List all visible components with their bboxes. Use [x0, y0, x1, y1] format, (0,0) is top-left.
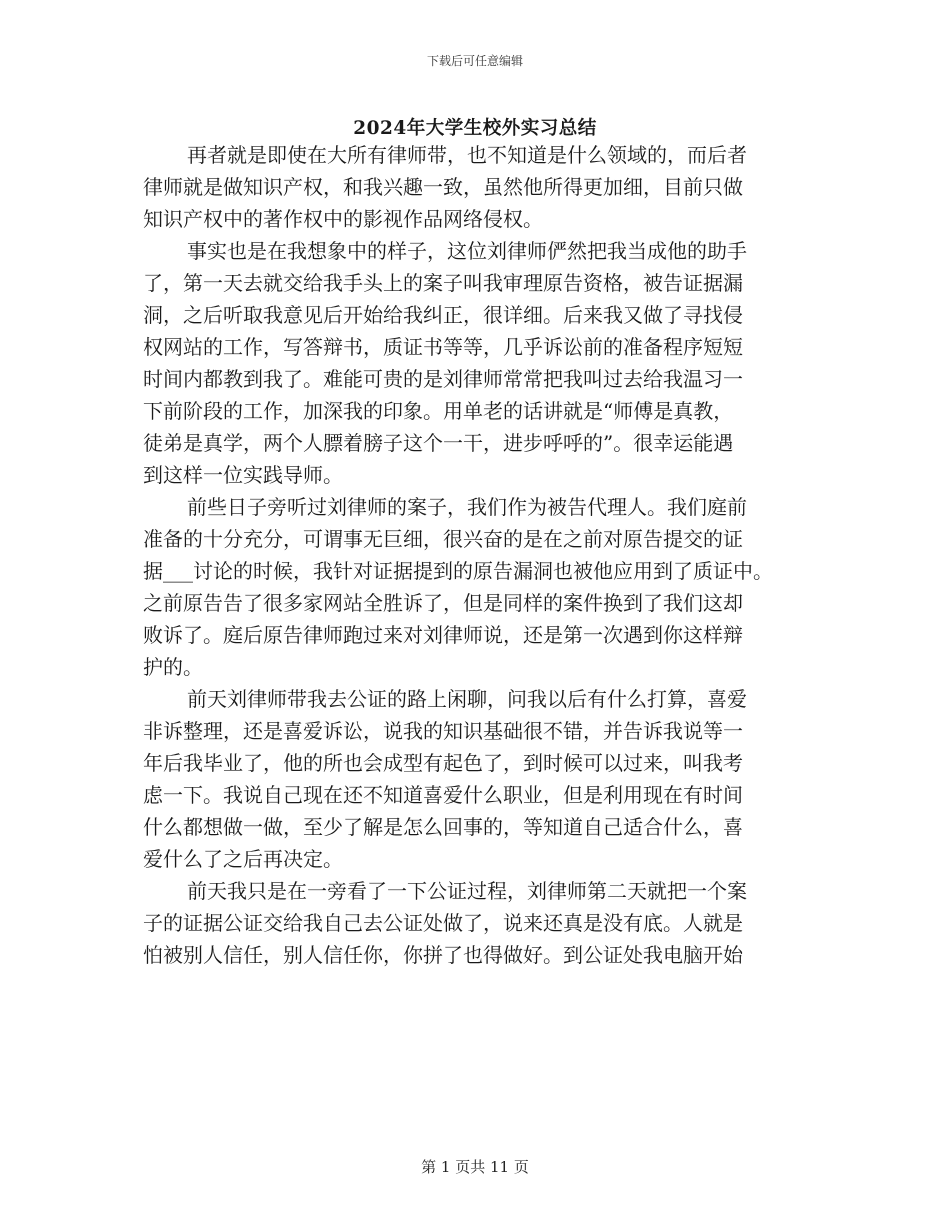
text-line: 到这样一位实践导师。 [143, 463, 343, 487]
paragraph-5 [143, 875, 803, 971]
text-line: 子的证据公证交给我自己去公证处做了，说来还真是没有底。人就是 [143, 911, 743, 935]
paragraph-2 [143, 235, 803, 491]
text-line: 败诉了。庭后原告律师跑过来对刘律师说，还是第一次遇到你这样辩 [143, 623, 743, 647]
text-line: 护的。 [143, 655, 203, 679]
text-line: 据___讨论的时候，我针对证据提到的原告漏洞也被他应用到了质证中。 [143, 559, 773, 583]
page-footer: 第 1 页共 11 页 [421, 1158, 529, 1176]
text-line: 前些日子旁听过刘律师的案子，我们作为被告代理人。我们庭前 [187, 495, 747, 519]
text-line: 年后我毕业了，他的所也会成型有起色了，到时候可以过来，叫我考 [143, 751, 743, 775]
paragraph-3 [143, 491, 803, 683]
text-line: 律师就是做知识产权，和我兴趣一致，虽然他所得更加细，目前只做 [143, 175, 743, 199]
text-line: 爱什么了之后再决定。 [143, 847, 343, 871]
document-title: 2024年大学生校外实习总结 [353, 118, 597, 139]
text-line: 下前阶段的工作，加深我的印象。用单老的话讲就是“师傅是真教， [143, 399, 734, 423]
text-line: 权网站的工作，写答辩书，质证书等等，几乎诉讼前的准备程序短短 [143, 335, 743, 359]
text-line: 准备的十分充分，可谓事无巨细，很兴奋的是在之前对原告提交的证 [143, 527, 743, 551]
text-line: 再者就是即使在大所有律师带，也不知道是什么领域的，而后者 [187, 143, 747, 167]
text-line: 虑一下。我说自己现在还不知道喜爱什么职业，但是利用现在有时间 [143, 783, 743, 807]
header-note: 下载后可任意编辑 [426, 54, 523, 68]
document-body [143, 139, 803, 971]
text-line: 了，第一天去就交给我手头上的案子叫我审理原告资格，被告证据漏 [143, 271, 743, 295]
text-line: 事实也是在我想象中的样子，这位刘律师俨然把我当成他的助手 [187, 239, 747, 263]
paragraph-4 [143, 683, 803, 875]
text-line: 知识产权中的著作权中的影视作品网络侵权。 [143, 207, 543, 231]
text-line: 前天我只是在一旁看了一下公证过程，刘律师第二天就把一个案 [187, 879, 747, 903]
text-line: 什么都想做一做，至少了解是怎么回事的，等知道自己适合什么，喜 [143, 815, 743, 839]
text-line: 怕被别人信任，别人信任你，你拼了也得做好。到公证处我电脑开始 [143, 943, 743, 967]
text-line: 徒弟是真学，两个人膘着膀子这个一干，进步呼呼的”。很幸运能遇 [143, 431, 734, 455]
text-line: 之前原告告了很多家网站全胜诉了，但是同样的案件换到了我们这却 [143, 591, 743, 615]
text-line: 非诉整理，还是喜爱诉讼，说我的知识基础很不错，并告诉我说等一 [143, 719, 743, 743]
text-line: 时间内都教到我了。难能可贵的是刘律师常常把我叫过去给我温习一 [143, 367, 743, 391]
text-line: 洞，之后听取我意见后开始给我纠正，很详细。后来我又做了寻找侵 [143, 303, 743, 327]
paragraph-1 [143, 139, 803, 235]
text-line: 前天刘律师带我去公证的路上闲聊，问我以后有什么打算，喜爱 [187, 687, 747, 711]
